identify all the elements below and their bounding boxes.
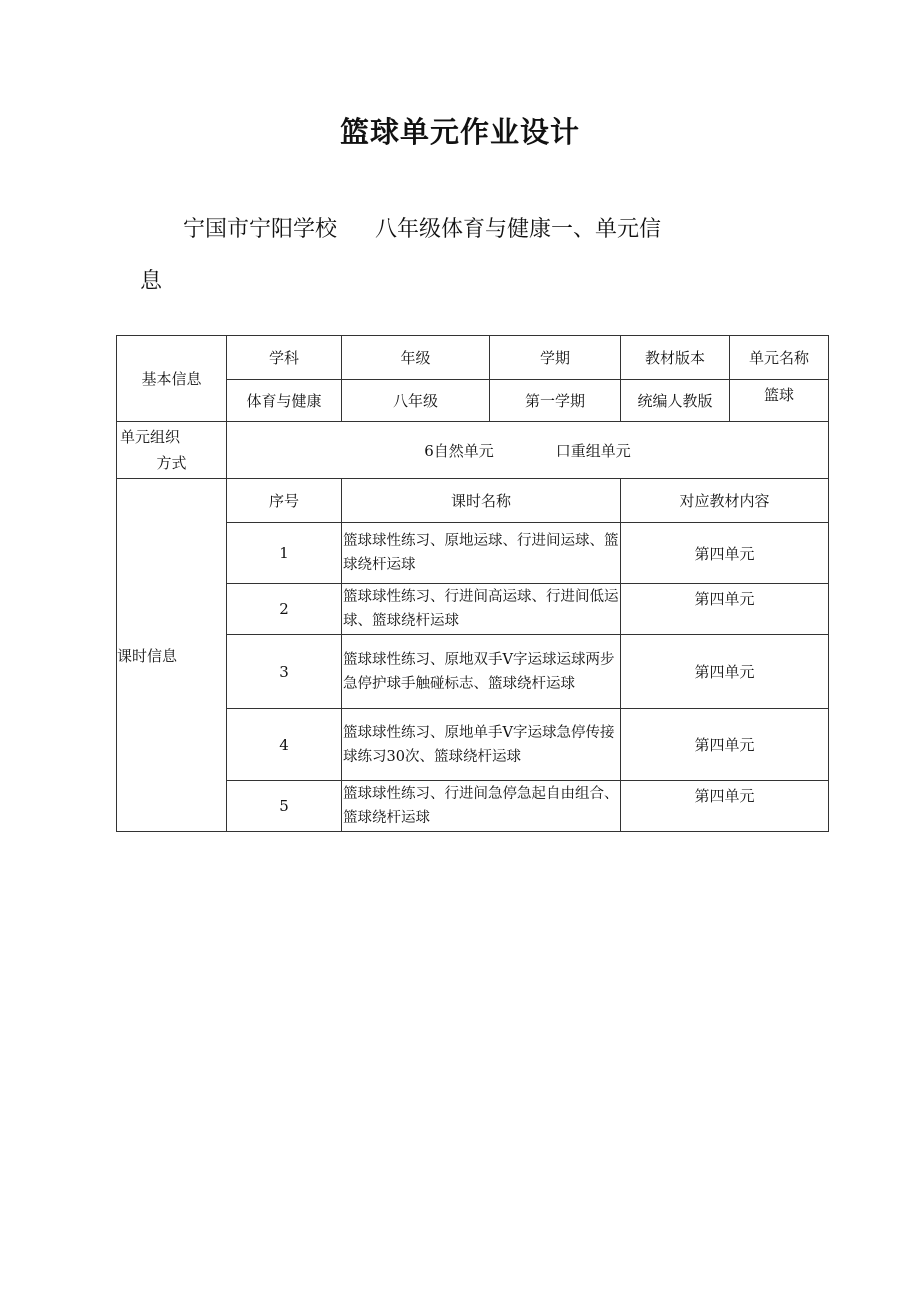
subtitle-wrap: 息 — [140, 269, 163, 294]
lesson-no: 3 — [227, 635, 342, 709]
value-term: 第一学期 — [490, 380, 621, 422]
lesson-no: 5 — [227, 781, 342, 832]
lesson-no: 1 — [227, 523, 342, 584]
lesson-no: 4 — [227, 709, 342, 781]
lesson-content: 第四单元 — [621, 523, 829, 584]
unit-info-table — [116, 335, 829, 832]
lesson-name: 篮球球性练习、原地单手V字运球急停传接球练习30次、篮球绕杆运球 — [342, 709, 621, 781]
lesson-content: 第四单元 — [621, 635, 829, 709]
organization-label-line1: 单元组织 — [120, 428, 181, 446]
lesson-no: 2 — [227, 584, 342, 635]
lesson-content: 第四单元 — [621, 709, 829, 781]
header-unit-name: 单元名称 — [730, 336, 829, 380]
header-lesson-name: 课时名称 — [342, 479, 621, 523]
organization-row — [117, 422, 829, 479]
subtitle-line — [183, 212, 743, 243]
lesson-name: 篮球球性练习、原地运球、行进间运球、篮球绕杆运球 — [342, 523, 621, 584]
organization-options — [227, 422, 829, 479]
lessons-label: 课时信息 — [117, 479, 227, 832]
lesson-content: 第四单元 — [621, 584, 829, 635]
lesson-name: 篮球球性练习、原地双手V字运球运球两步急停护球手触碰标志、篮球绕杆运球 — [342, 635, 621, 709]
course-line: 八年级体育与健康一、单元信 — [375, 217, 662, 242]
option-regroup-unit: 口重组单元 — [555, 441, 631, 460]
basic-info-header-row — [117, 336, 829, 380]
document-title: 篮球单元作业设计 — [339, 115, 580, 149]
lessons-header-row — [117, 479, 829, 523]
header-textbook-version: 教材版本 — [621, 336, 730, 380]
header-lesson-no: 序号 — [227, 479, 342, 523]
option-natural-unit: 6自然单元 — [424, 441, 494, 460]
lesson-name: 篮球球性练习、行进间急停急起自由组合、篮球绕杆运球 — [342, 781, 621, 832]
header-term: 学期 — [490, 336, 621, 380]
organization-label-line2: 方式 — [156, 454, 187, 472]
organization-label — [117, 422, 227, 479]
value-textbook-version: 统编人教版 — [621, 380, 730, 422]
header-textbook-content: 对应教材内容 — [621, 479, 829, 523]
lesson-name: 篮球球性练习、行进间高运球、行进间低运球、篮球绕杆运球 — [342, 584, 621, 635]
lesson-content: 第四单元 — [621, 781, 829, 832]
header-grade: 年级 — [342, 336, 490, 380]
value-grade: 八年级 — [342, 380, 490, 422]
header-subject: 学科 — [227, 336, 342, 380]
value-subject: 体育与健康 — [227, 380, 342, 422]
value-unit-name: 篮球 — [730, 380, 829, 422]
basic-info-label: 基本信息 — [117, 336, 227, 422]
school-name: 宁国市宁阳学校 — [183, 217, 338, 242]
